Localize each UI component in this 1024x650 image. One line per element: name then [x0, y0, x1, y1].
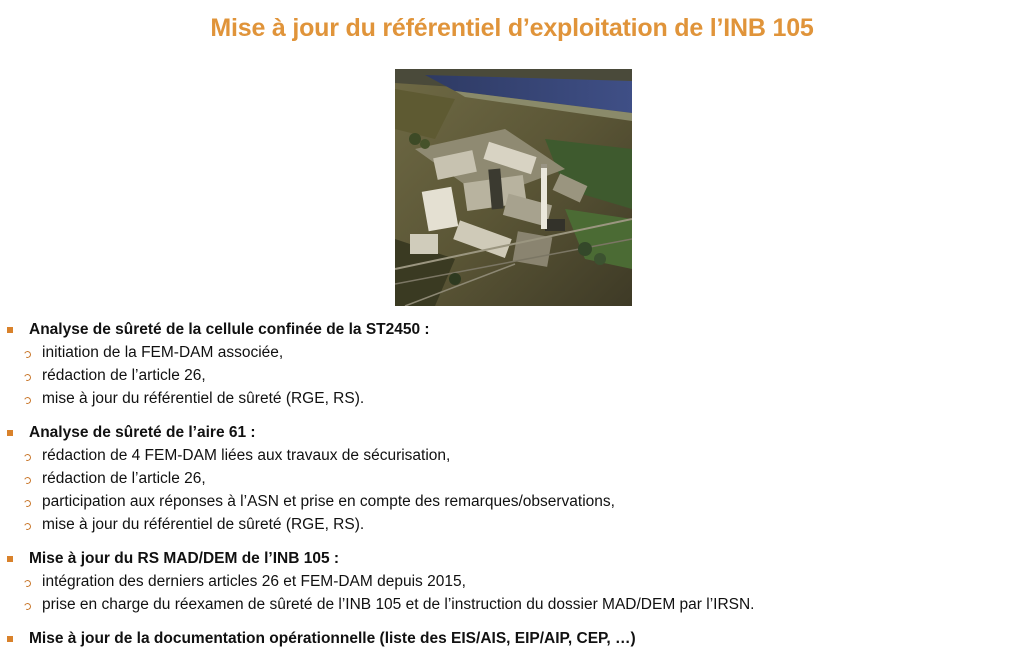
- circle-bullet-icon: [23, 396, 32, 405]
- section-documentation: [0, 627, 1024, 650]
- circle-bullet-icon: [23, 499, 32, 508]
- list-item: [0, 387, 1024, 410]
- section-cellule-confinee: [0, 318, 1024, 410]
- list-item-text: participation aux réponses à l’ASN et prise en compte des remarques/observations,: [42, 493, 615, 510]
- list-item-text: mise à jour du référentiel de sûreté (RGE, RS).: [42, 516, 365, 533]
- list-item: [0, 490, 1024, 513]
- circle-bullet-icon: [23, 350, 32, 359]
- section-aire-61: [0, 421, 1024, 536]
- slide-title: Mise à jour du référentiel d’exploitation de l’INB 105: [210, 14, 814, 42]
- list-item: [0, 444, 1024, 467]
- section-heading: [0, 547, 1024, 570]
- square-bullet-icon: [7, 556, 13, 562]
- circle-bullet-icon: [23, 522, 32, 531]
- list-item-text: initiation de la FEM-DAM associée,: [42, 344, 284, 361]
- bullet-content: [0, 318, 1024, 650]
- section-heading-text: Analyse de sûreté de la cellule confinée de la ST2450 :: [29, 321, 430, 338]
- section-rs-mad-dem: [0, 547, 1024, 616]
- section-heading-text: Mise à jour de la documentation opérationnelle (liste des EIS/AIS, EIP/AIP, CEP, …): [29, 630, 636, 647]
- section-heading-text: Mise à jour du RS MAD/DEM de l’INB 105 :: [29, 550, 340, 567]
- list-item-text: prise en charge du réexamen de sûreté de l’INB 105 et de l’instruction du dossier MAD/DEM par l’IRSN.: [42, 596, 755, 613]
- section-heading: [0, 627, 1024, 650]
- list-item: [0, 364, 1024, 387]
- aerial-photo-nuclear-facility: [395, 69, 632, 306]
- list-item-text: rédaction de l’article 26,: [42, 470, 206, 487]
- circle-bullet-icon: [23, 602, 32, 611]
- list-item-text: rédaction de l’article 26,: [42, 367, 206, 384]
- list-item: [0, 593, 1024, 616]
- list-item: [0, 341, 1024, 364]
- list-item: [0, 570, 1024, 593]
- square-bullet-icon: [7, 430, 13, 436]
- list-item: [0, 513, 1024, 536]
- square-bullet-icon: [7, 327, 13, 333]
- square-bullet-icon: [7, 636, 13, 642]
- list-item: [0, 467, 1024, 490]
- section-heading: [0, 421, 1024, 444]
- circle-bullet-icon: [23, 453, 32, 462]
- section-heading-text: Analyse de sûreté de l’aire 61 :: [29, 424, 256, 441]
- circle-bullet-icon: [23, 476, 32, 485]
- circle-bullet-icon: [23, 373, 32, 382]
- list-item-text: mise à jour du référentiel de sûreté (RGE, RS).: [42, 390, 365, 407]
- circle-bullet-icon: [23, 579, 32, 588]
- section-heading: [0, 318, 1024, 341]
- list-item-text: intégration des derniers articles 26 et FEM-DAM depuis 2015,: [42, 573, 466, 590]
- list-item-text: rédaction de 4 FEM-DAM liées aux travaux de sécurisation,: [42, 447, 451, 464]
